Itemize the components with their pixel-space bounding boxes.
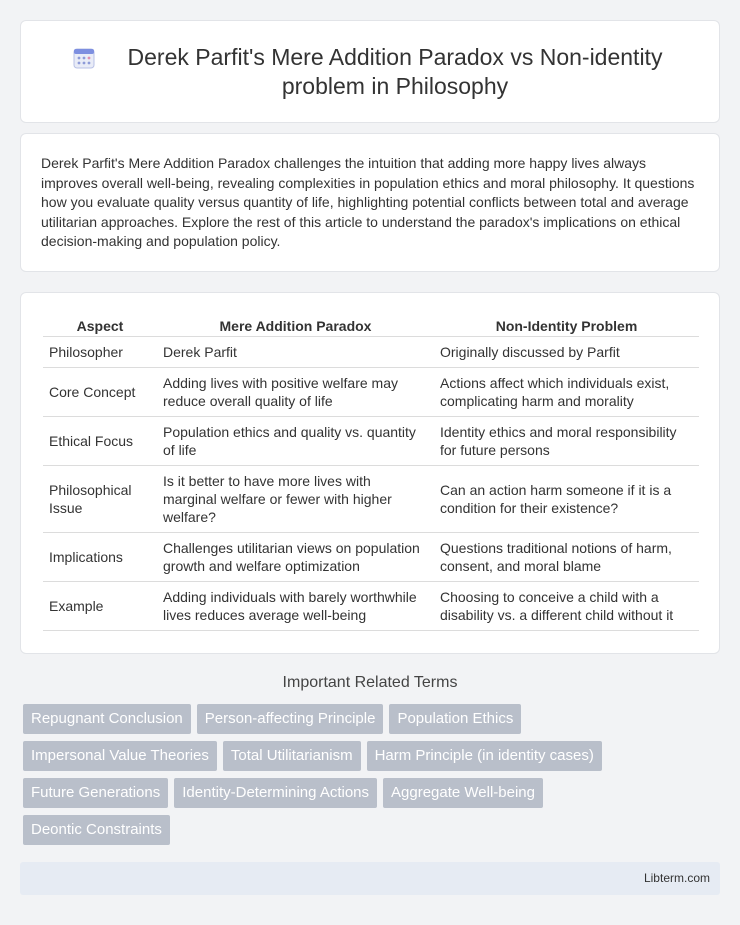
cell-mere-addition: Is it better to have more lives with marginal welfare or fewer with higher welfare? bbox=[157, 466, 434, 533]
table-row bbox=[43, 337, 699, 368]
footer bbox=[20, 862, 720, 895]
cell-mere-addition: Adding lives with positive welfare may reduce overall quality of life bbox=[157, 368, 434, 417]
table-row bbox=[43, 533, 699, 582]
intro-card bbox=[20, 133, 720, 272]
cell-non-identity: Identity ethics and moral responsibility for future persons bbox=[434, 417, 699, 466]
tag-repugnant-conclusion[interactable]: Repugnant Conclusion bbox=[23, 704, 191, 734]
cell-aspect: Core Concept bbox=[43, 368, 157, 417]
cell-non-identity: Originally discussed by Parfit bbox=[434, 337, 699, 368]
header-mere-addition: Mere Addition Paradox bbox=[157, 316, 434, 337]
tag-impersonal-value-theories[interactable]: Impersonal Value Theories bbox=[23, 741, 217, 771]
cell-non-identity: Questions traditional notions of harm, consent, and moral blame bbox=[434, 533, 699, 582]
cell-mere-addition: Challenges utilitarian views on population growth and welfare optimization bbox=[157, 533, 434, 582]
cell-non-identity: Choosing to conceive a child with a disability vs. a different child without it bbox=[434, 582, 699, 631]
cell-aspect: Philosopher bbox=[43, 337, 157, 368]
tag-row bbox=[23, 778, 703, 808]
cell-mere-addition: Derek Parfit bbox=[157, 337, 434, 368]
page-title: Derek Parfit's Mere Addition Paradox vs Non-identity problem in Philosophy bbox=[127, 44, 663, 99]
tag-deontic-constraints[interactable]: Deontic Constraints bbox=[23, 815, 170, 845]
title-card bbox=[20, 20, 720, 123]
tag-identity-determining-actions[interactable]: Identity-Determining Actions bbox=[174, 778, 377, 808]
table-row bbox=[43, 417, 699, 466]
tag-row bbox=[23, 704, 703, 734]
intro-paragraph: Derek Parfit's Mere Addition Paradox challenges the intuition that adding more happy lives always improves overall well-being, revealing complexities in population ethics and moral philosophy. It questions how you evaluate quality versus quantity of life, highlighting potential conflicts between total and average utilitarian approaches. Explore the rest of this article to understand the paradox's implications on ethical decision-making and population policy. bbox=[41, 155, 695, 250]
header-non-identity: Non-Identity Problem bbox=[434, 316, 699, 337]
cell-non-identity: Can an action harm someone if it is a condition for their existence? bbox=[434, 466, 699, 533]
table-row bbox=[43, 368, 699, 417]
footer-site-link[interactable]: Libterm.com bbox=[643, 871, 710, 885]
cell-mere-addition: Adding individuals with barely worthwhile lives reduces average well-being bbox=[157, 582, 434, 631]
comparison-table bbox=[43, 316, 699, 631]
cell-mere-addition: Population ethics and quality vs. quantity of life bbox=[157, 417, 434, 466]
tag-row bbox=[23, 741, 703, 771]
header-aspect: Aspect bbox=[43, 316, 157, 337]
cell-aspect: Implications bbox=[43, 533, 157, 582]
tag-row bbox=[23, 815, 703, 845]
tag-future-generations[interactable]: Future Generations bbox=[23, 778, 168, 808]
tag-person-affecting-principle[interactable]: Person-affecting Principle bbox=[197, 704, 384, 734]
tag-aggregate-well-being[interactable]: Aggregate Well-being bbox=[383, 778, 543, 808]
related-terms-list bbox=[23, 704, 703, 852]
table-row bbox=[43, 582, 699, 631]
tag-harm-principle[interactable]: Harm Principle (in identity cases) bbox=[367, 741, 602, 771]
related-terms-title: Important Related Terms bbox=[282, 674, 458, 691]
cell-aspect: Ethical Focus bbox=[43, 417, 157, 466]
tag-population-ethics[interactable]: Population Ethics bbox=[389, 704, 521, 734]
tag-total-utilitarianism[interactable]: Total Utilitarianism bbox=[223, 741, 361, 771]
table-row bbox=[43, 466, 699, 533]
cell-aspect: Example bbox=[43, 582, 157, 631]
table-header-row bbox=[43, 316, 699, 337]
cell-non-identity: Actions affect which individuals exist, complicating harm and morality bbox=[434, 368, 699, 417]
comparison-card bbox=[20, 292, 720, 654]
cell-aspect: Philosophical Issue bbox=[43, 466, 157, 533]
